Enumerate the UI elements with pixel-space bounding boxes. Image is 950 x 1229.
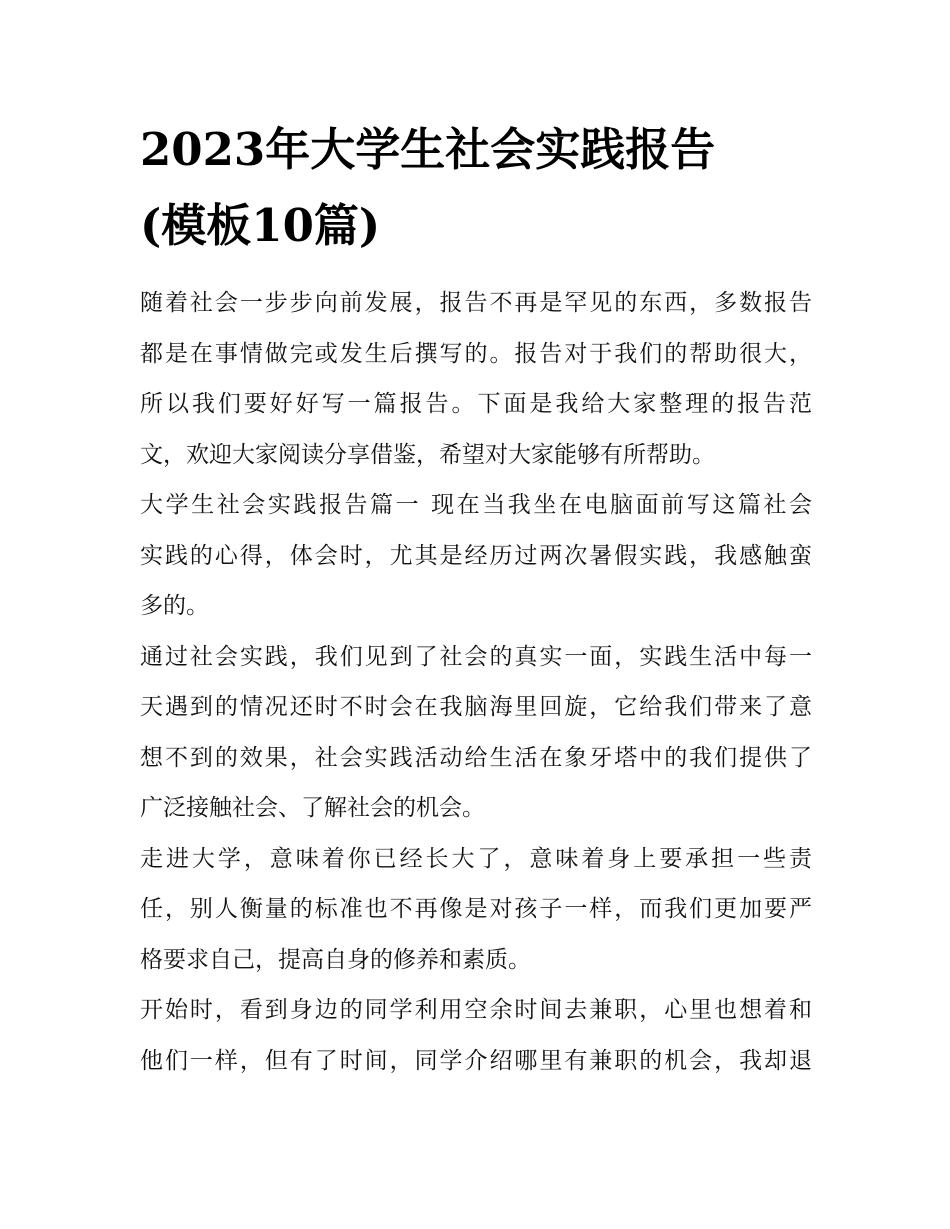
paragraph-line: 多的。: [140, 593, 209, 619]
paragraph-line: 通过社会实践，我们见到了社会的真实一面，实践生活中每一: [140, 643, 812, 670]
paragraph-part-time: [140, 985, 812, 1086]
paragraph-line: 格要求自己，提高自身的修养和素质。: [140, 946, 531, 973]
paragraph-line: 随着社会一步步向前发展，报告不再是罕见的东西，多数报告: [140, 290, 812, 316]
paragraph-line: 想不到的效果，社会实践活动给生活在象牙塔中的我们提供了: [140, 744, 812, 771]
paragraph-line: 天遇到的情况还时不时会在我脑海里回旋，它给我们带来了意: [140, 694, 812, 720]
paragraph-line: 都是在事情做完或发生后撰写的。报告对于我们的帮助很大，: [140, 340, 812, 367]
document-body: [140, 278, 812, 1086]
paragraph-intro: [140, 278, 812, 480]
document-title: [140, 112, 812, 264]
paragraph-line: 走进大学，意味着你已经长大了，意味着身上要承担一些责: [140, 845, 812, 872]
paragraph-entering-college: [140, 834, 812, 986]
paragraph-line: 大学生社会实践报告篇一 现在当我坐在电脑面前写这篇社会: [140, 492, 812, 518]
paragraph-line: 任，别人衡量的标准也不再像是对孩子一样，而我们更加要严: [140, 896, 812, 922]
paragraph-social-practice: [140, 632, 812, 834]
paragraph-report-one: [140, 480, 812, 632]
document-title-line: 2023年大学生社会实践报告: [140, 123, 716, 176]
paragraph-line: 文，欢迎大家阅读分享借鉴，希望对大家能够有所帮助。: [140, 441, 715, 468]
paragraph-line: 所以我们要好好写一篇报告。下面是我给大家整理的报告范: [140, 391, 812, 417]
paragraph-line: 广泛接触社会、了解社会的机会。: [140, 795, 485, 821]
paragraph-line: 开始时，看到身边的同学利用空余时间去兼职，心里也想着和: [140, 997, 812, 1023]
paragraph-line: 他们一样，但有了时间，同学介绍哪里有兼职的机会，我却退: [140, 1047, 812, 1074]
document-title-line: (模板10篇): [140, 199, 381, 252]
paragraph-line: 实践的心得，体会时，尤其是经历过两次暑假实践，我感触蛮: [140, 542, 812, 569]
document-page: [140, 112, 812, 1086]
